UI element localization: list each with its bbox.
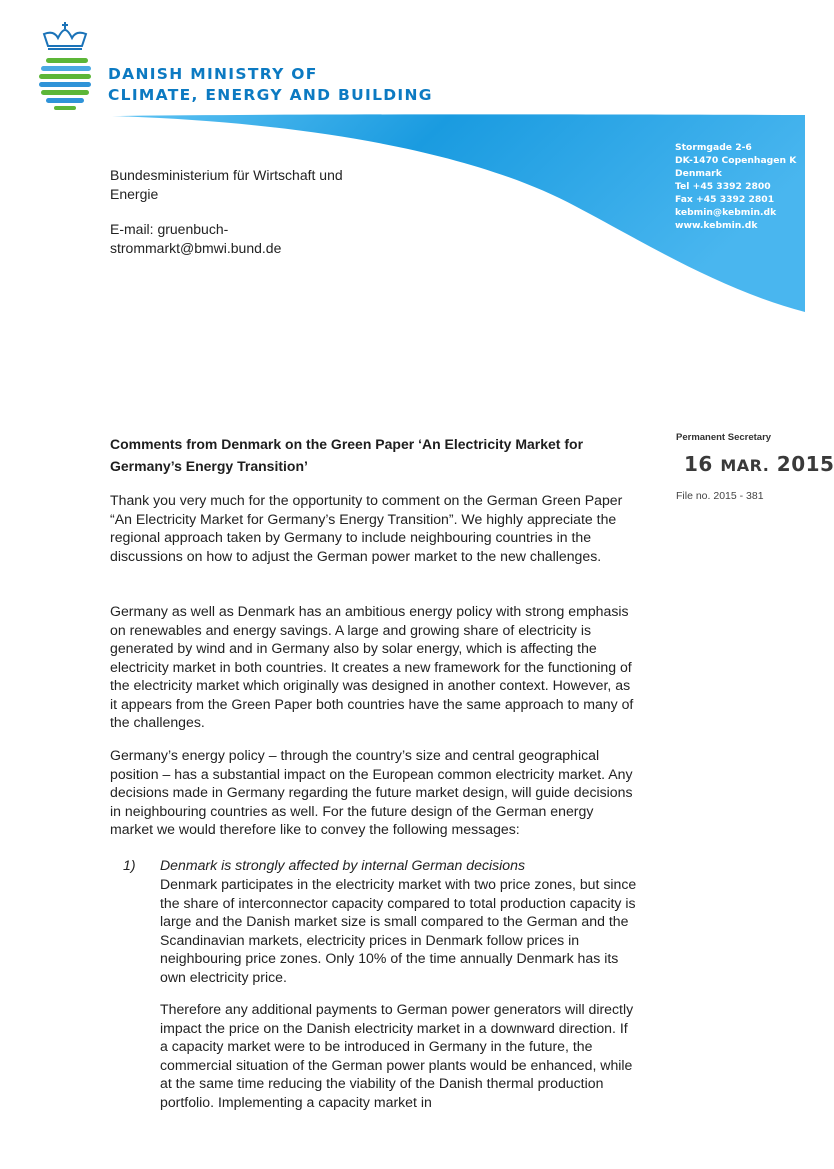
recipient-email-line1: E-mail: gruenbuch-: [110, 221, 229, 237]
list-item-paragraph-1: Denmark participates in the electricity market with two price zones, but since the share of interconnector capacity compared to total production capacity is large and the Danish market size is small compared to the German and the Scandinavian markets, electricity prices in Denmark follow prices in neighbouring price zones. Only 10% of the time annually Denmark has its own electricity price.: [160, 876, 637, 985]
recipient-line2: Energie: [110, 185, 159, 202]
sender-title: Permanent Secretary: [676, 432, 772, 443]
paragraph-3: Germany’s energy policy – through the country’s size and central geographical position – has a substantial impact on the European common electricity market. Any decisions made in Germany regarding the future market design, will guide decisions in neighbouring countries as well. For the future design of the German energy market we would therefore like to convey the following messages:: [110, 747, 633, 837]
recipient-address: [110, 166, 343, 203]
paragraph-2: Germany as well as Denmark has an ambitious energy policy with strong emphasis on renewables and energy savings. A large and growing share of electricity is generated by wind and in Germany also by solar energy, which is affecting the electricity market in both countries. It creates a new framework for the functioning of the electricity market which originally was designed in another context. However, as it appears from the Green Paper both countries have the same approach to many of the challenges.: [110, 603, 634, 730]
contact-fax: Fax +45 3392 2801: [675, 194, 775, 205]
contact-country: Denmark: [675, 168, 722, 179]
stamp-day: 16: [684, 452, 713, 476]
list-item-heading: Denmark is strongly affected by internal German decisions: [160, 857, 526, 873]
recipient-email: [110, 220, 281, 257]
ministry-contact: [675, 141, 796, 232]
list-item-number: 1): [123, 857, 136, 873]
crown-icon: [44, 22, 86, 49]
subject-line2: Germany’s Energy Transition’: [110, 458, 308, 474]
ministry-name-line1: DANISH MINISTRY OF: [108, 65, 318, 83]
ministry-logo: [34, 20, 96, 112]
file-number: File no. 2015 - 381: [676, 490, 764, 502]
subject-line1: Comments from Denmark on the Green Paper ‘An Electricity Market for: [110, 436, 584, 452]
ministry-name-line2: CLIMATE, ENERGY AND BUILDING: [108, 86, 433, 104]
stamp-year: 2015: [776, 452, 834, 476]
contact-phone: Tel +45 3392 2800: [675, 181, 771, 192]
list-item-paragraph-2: Therefore any additional payments to German power generators will directly impact the price on the Danish electricity market in a downward direction. If a capacity market were to be introduced in Germany in the future, the commercial situation of the German power plants would be enhanced, while at the same time reducing the viability of the Danish thermal production portfolio. Implementing a capacity market in: [160, 1001, 634, 1110]
letter-subject: [110, 433, 630, 477]
stamp-month: MAR.: [720, 456, 770, 475]
date-stamp: [684, 452, 834, 476]
contact-email: kebmin@kebmin.dk: [675, 207, 777, 218]
recipient-email-line2: strommarkt@bmwi.bund.de: [110, 239, 282, 256]
contact-street: Stormgade 2-6: [675, 142, 752, 153]
contact-website: www.kebmin.dk: [675, 220, 758, 231]
paragraph-1: Thank you very much for the opportunity to comment on the German Green Paper “An Electricity Market for Germany’s Energy Transition”. We highly appreciate the regional approach taken by Germany to include neighbouring countries in the discussions on how to adjust the German power market to the new challenges.: [110, 492, 623, 564]
recipient-line1: Bundesministerium für Wirtschaft und: [110, 167, 343, 183]
contact-city: DK-1470 Copenhagen K: [675, 155, 797, 166]
globe-icon: [39, 58, 91, 110]
